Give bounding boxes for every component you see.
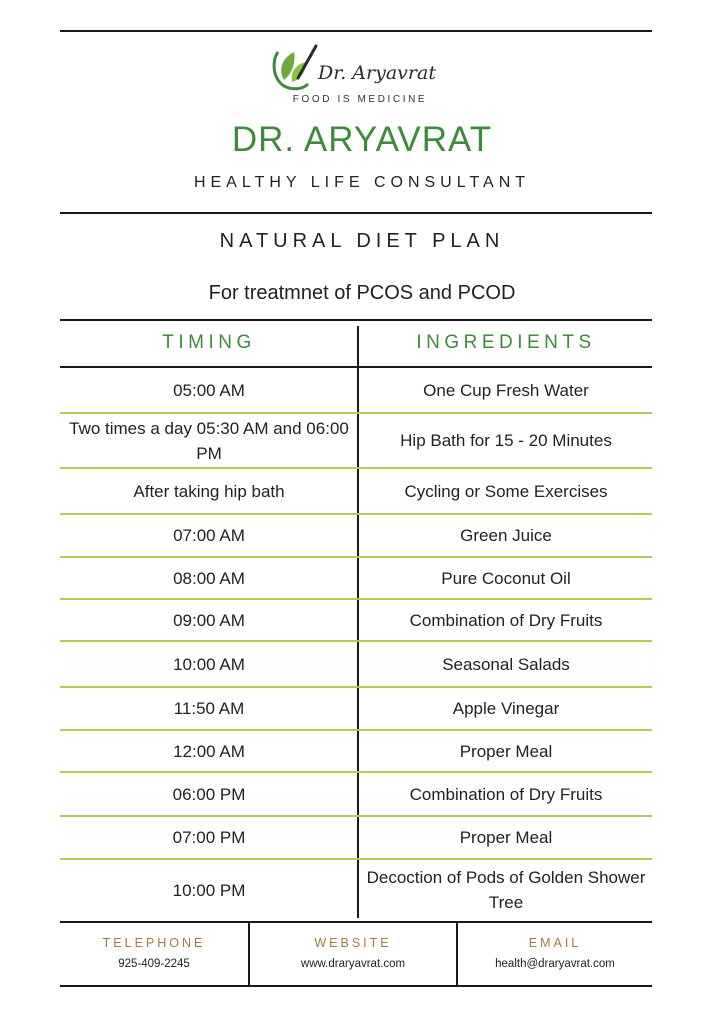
brand-title: DR. ARYAVRAT (231, 120, 493, 159)
row-timing: After taking hip bath (133, 481, 285, 501)
email-label: EMAIL (528, 936, 582, 950)
telephone-value: 925-409-2245 (118, 958, 190, 970)
row-ingredient: Pure Coconut Oil (441, 568, 571, 588)
plan-subtitle: For treatmnet of PCOS and PCOD (208, 282, 516, 304)
row-timing: 09:00 AM (173, 610, 245, 630)
row-ingredient: Decoction of Pods of Golden Shower Tree (366, 868, 646, 912)
plan-title: NATURAL DIET PLAN (219, 230, 505, 252)
row-ingredient: Proper Meal (459, 741, 553, 761)
table-bottom-rule (60, 921, 652, 923)
table-top-rule (60, 319, 652, 321)
row-timing: 12:00 AM (173, 741, 245, 761)
row-timing: 10:00 AM (173, 654, 245, 674)
logo (272, 40, 452, 112)
row-timing: 10:00 PM (172, 880, 246, 900)
bottom-rule (60, 985, 652, 987)
email-value[interactable]: health@draryavrat.com (495, 958, 615, 970)
row-ingredient: Apple Vinegar (452, 699, 560, 718)
website-value[interactable]: www.draryavrat.com (300, 958, 406, 970)
mortar-leaf-icon (272, 40, 318, 92)
logo-name: Dr. Aryavrat (318, 62, 436, 84)
row-ingredient: One Cup Fresh Water (423, 381, 589, 400)
row-ingredient: Cycling or Some Exercises (404, 481, 608, 501)
footer-divider-1 (248, 922, 250, 986)
top-rule (60, 30, 652, 32)
row-timing: 08:00 AM (173, 568, 245, 588)
brand-subtitle: HEALTHY LIFE CONSULTANT (193, 174, 531, 191)
footer-divider-2 (456, 922, 458, 986)
website-label: WEBSITE (314, 936, 392, 950)
row-ingredient: Hip Bath for 15 - 20 Minutes (400, 431, 612, 450)
row-ingredient: Combination of Dry Fruits (409, 610, 603, 630)
row-ingredient: Seasonal Salads (442, 654, 570, 674)
row-timing: 06:00 PM (172, 784, 246, 804)
row-timing: Two times a day 05:30 AM and 06:00 PM (69, 418, 349, 463)
row-timing: 05:00 AM (173, 381, 245, 400)
row-ingredient: Combination of Dry Fruits (409, 784, 603, 804)
row-timing: 07:00 AM (173, 526, 245, 545)
header-rule (60, 212, 652, 214)
logo-tagline: FOOD IS MEDICINE (292, 94, 428, 105)
row-ingredient: Green Juice (460, 526, 552, 545)
row-ingredient: Proper Meal (459, 828, 553, 847)
telephone-label: TELEPHONE (102, 936, 206, 950)
row-timing: 07:00 PM (172, 828, 246, 847)
row-timing: 11:50 AM (173, 699, 245, 718)
column-divider (357, 326, 359, 918)
column-header-timing: TIMING (162, 332, 256, 353)
column-header-ingredients: INGREDIENTS (416, 332, 596, 353)
